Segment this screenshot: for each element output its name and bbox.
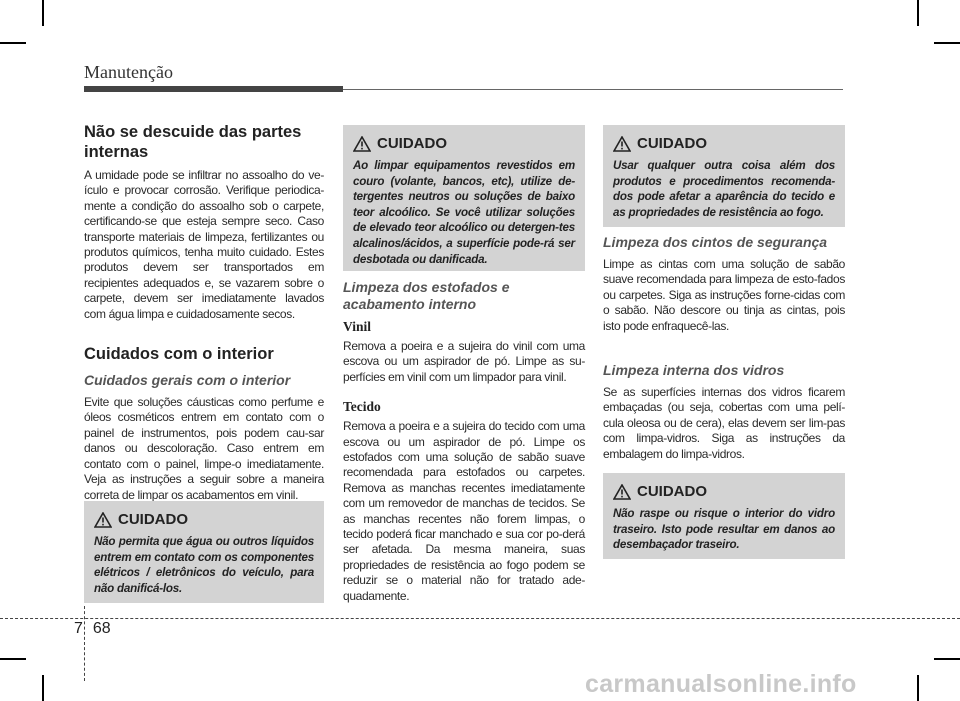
footer-dashed-line <box>0 618 960 619</box>
subsection-title-general-care: Cuidados gerais com o interior <box>84 372 291 389</box>
crop-mark <box>0 42 26 44</box>
crop-mark <box>42 0 44 26</box>
crop-mark <box>934 658 960 660</box>
caution-box-leather <box>343 125 585 271</box>
caution-text: Usar qualquer outra coisa além dos produtos e procedimentos recomenda-dos pode afetar a aparência do tecido e as propriedades de resistência ao fogo. <box>613 159 835 219</box>
heading-vinyl: Vinil <box>343 319 372 334</box>
heading-fabric: Tecido <box>343 399 381 415</box>
footer-dashed-vertical <box>84 606 85 681</box>
caution-heading <box>613 483 835 500</box>
column-middle <box>343 279 585 604</box>
caution-heading <box>613 135 835 152</box>
crop-mark <box>42 675 44 701</box>
body-vinyl: Remova a poeira e a sujeira do vinil com uma escova ou um aspirador de pó. Limpe as su-perfícies em vinil com um limpador para vinil. <box>343 339 585 384</box>
crop-mark <box>917 0 919 26</box>
column-right <box>603 234 845 462</box>
caution-title: CUIDADO <box>377 135 447 152</box>
caution-text: Não raspe ou risque o interior do vidro traseiro. Isto pode resultar em danos ao desembaçador traseiro. <box>613 507 835 552</box>
caution-title: CUIDADO <box>637 135 707 152</box>
caution-heading <box>94 511 314 528</box>
caution-text: Não permita que água ou outros líquidos entrem em contato com os componentes elétricos / eletrônicos do veículo, para não danificá-los. <box>94 535 314 595</box>
warning-triangle-icon <box>353 136 371 152</box>
column-left <box>84 122 324 503</box>
caution-text: Ao limpar equipamentos revestidos em couro (volante, bancos, etc), utilize de-tergentes neutros ou soluções de baixo teor alcoólico. Se você utilizar soluções de elevado teor alcoólico ou detergen-tes alcalinos/ácidos, a superfície pode-rá ser desbotada ou danificada. <box>353 159 575 266</box>
crop-mark <box>917 675 919 701</box>
page-number <box>74 620 111 638</box>
warning-triangle-icon <box>613 136 631 152</box>
header-rule-thin <box>343 89 843 90</box>
header-rule-thick <box>84 86 343 92</box>
watermark: carmanualsonline.info <box>585 670 857 698</box>
caution-box-fabric <box>603 125 845 227</box>
section-title-internal-parts: Não se descuide das partes internas <box>84 123 302 161</box>
subsection-title-seat-belts: Limpeza dos cintos de segurança <box>603 234 828 250</box>
subsection-title-glass: Limpeza interna dos vidros <box>603 362 785 379</box>
body-seat-belts: Limpe as cintas com uma solução de sabão suave recomendada para limpeza de esto-fados ou carpetes. Siga as instruções forne-cidas com o sabão. Não descore ou tinja as cintas, pois isto pode enfraquecê-las. <box>603 257 845 333</box>
crop-mark <box>0 658 26 660</box>
section-title-interior-care: Cuidados com o interior <box>84 345 274 364</box>
page-header-title: Manutenção <box>84 62 173 82</box>
caution-box-water <box>84 501 324 603</box>
caution-title: CUIDADO <box>118 511 188 528</box>
warning-triangle-icon <box>613 484 631 500</box>
caution-box-rear-window <box>603 473 845 559</box>
warning-triangle-icon <box>94 512 112 528</box>
section-body-internal-parts: A umidade pode se infiltrar no assoalho do ve-ículo e provocar corrosão. Verifique periodica-mente a condição do assoalho sob o carpete, certificando-se que esteja sempre seco. Caso transporte materiais de limpeza, fertilizantes ou produtos químicos, tenha muito cuidado. Estes produtos devem ser transportados em recipientes adequados e, se vazarem sobre o carpete, devem ser imediatamente lavados com água limpa e cuidadosamente secos. <box>84 168 324 321</box>
subsection-title-upholstery: Limpeza dos estofados e acabamento interno <box>343 279 510 312</box>
crop-mark <box>934 42 960 44</box>
subsection-body-general-care: Evite que soluções cáusticas como perfume e óleos cosméticos entrem em contato com o painel de instrumentos, pois podem cau-sar danos ou descoloração. Caso entrem em contato com o painel, limpe-o imediatamente. Veja as instruções a seguir sobre a maneira correta de limpar os acabamentos em vinil. <box>84 395 324 502</box>
caution-title: CUIDADO <box>637 483 707 500</box>
body-fabric: Remova a poeira e a sujeira do tecido com uma escova ou um aspirador de pó. Limpe os estofados com uma solução de sabão suave recomendada para estofados ou carpetes. Remova as manchas recentes imediatamente com um removedor de manchas de tecidos. Se as manchas recentes não forem limpas, o tecido poderá ficar manchado e sua cor po-derá ser afetada. Da mesma maneira, suas propriedades de resistência ao fogo podem se reduzir se o material não for tratado ade-quadamente. <box>343 419 585 603</box>
chapter-number: 7 <box>74 620 83 637</box>
caution-heading <box>353 135 575 152</box>
body-glass: Se as superfícies internas dos vidros ficarem embaçadas (ou seja, cobertas com uma pelí-cula oleosa ou de cera), elas devem ser lim-pas com limpa-vidros. Siga as instruções da embalagem do limpa-vidros. <box>603 385 845 461</box>
page-number-value: 68 <box>92 620 111 637</box>
